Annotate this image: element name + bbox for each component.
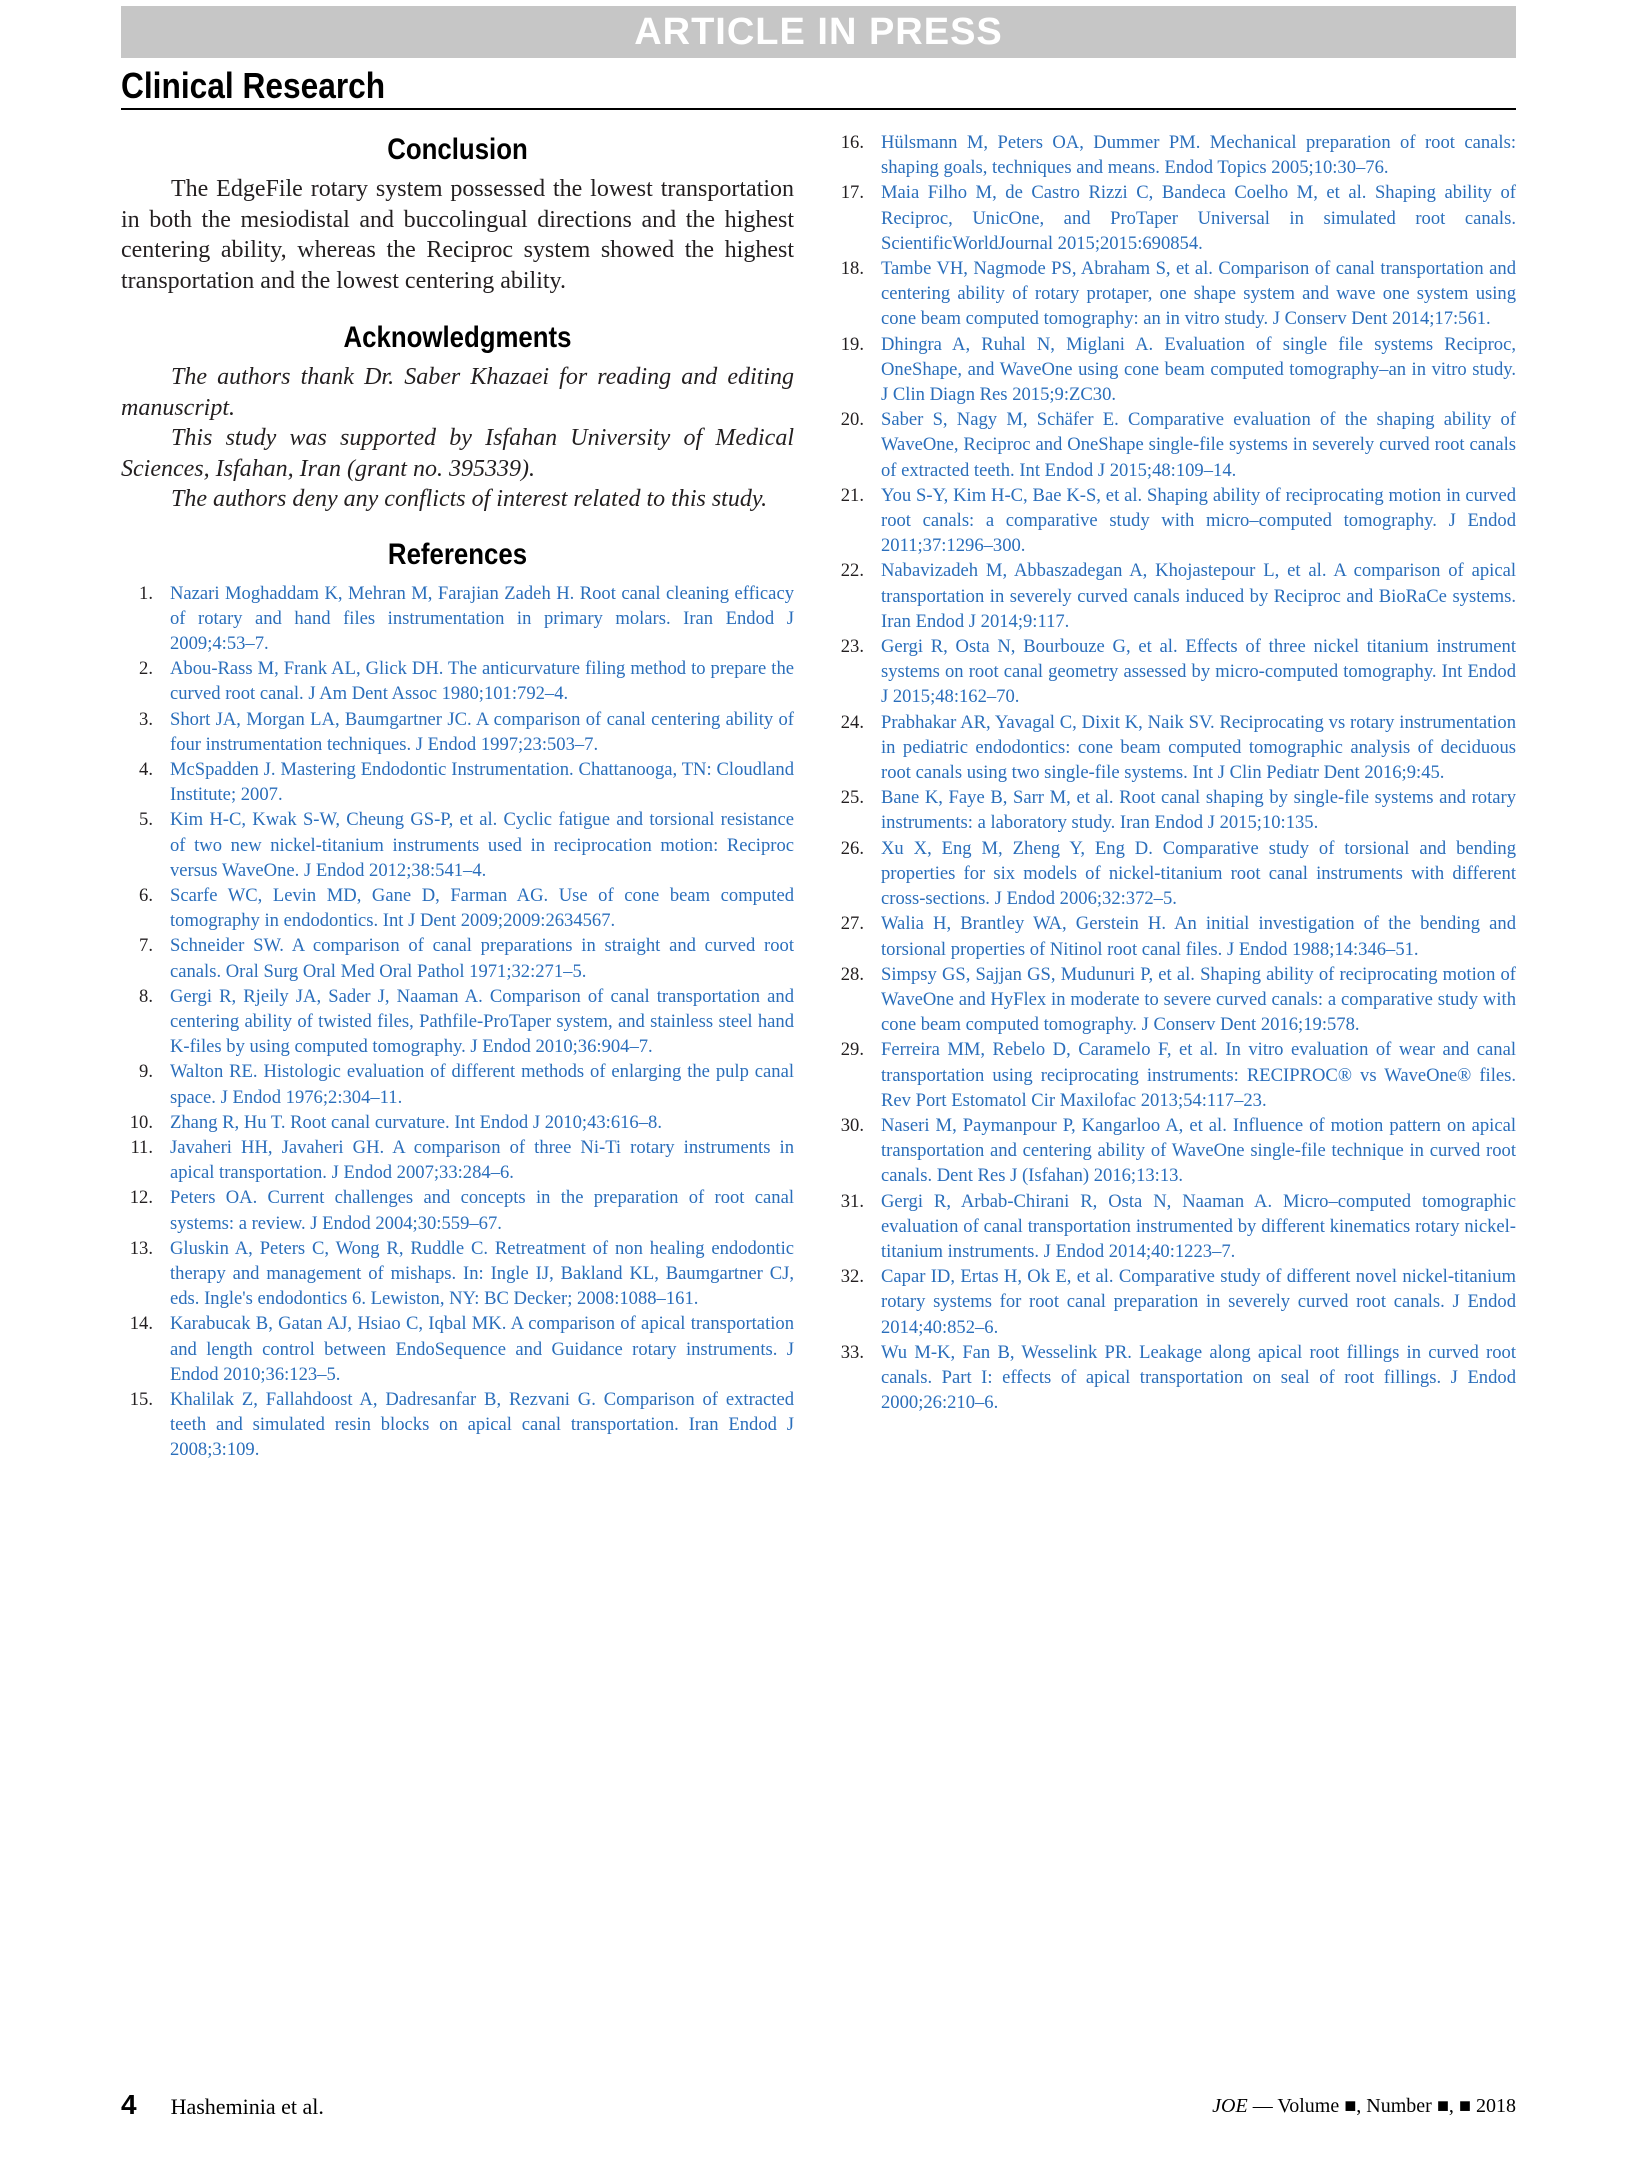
reference-link[interactable]: Dhingra A, Ruhal N, Miglani A. Evaluation of single file systems Reciproc, OneShape, and WaveOne using cone beam computed tomography–an in vitro study. J Clin Diagn Res 2015;9:ZC30. (881, 333, 1516, 406)
reference-item (121, 757, 794, 807)
reference-number: 10. (129, 1111, 153, 1133)
reference-link[interactable]: Zhang R, Hu T. Root canal curvature. Int Endod J 2010;43:616–8. (170, 1111, 662, 1133)
reference-item (832, 836, 1516, 912)
reference-number: 3. (139, 708, 153, 730)
reference-item (832, 1037, 1516, 1113)
running-head: Clinical Research (121, 65, 386, 106)
reference-item (121, 883, 794, 933)
reference-link[interactable]: Prabhakar AR, Yavagal C, Dixit K, Naik SV. Reciprocating vs rotary instrumentation in pediatric endodontics: cone beam computed tomographic analysis of deciduous root canals using two single-file systems. Int J Clin Pediatr Dent 2016;9:45. (881, 711, 1516, 784)
reference-item (121, 1387, 794, 1463)
reference-item (832, 785, 1516, 835)
reference-link[interactable]: Xu X, Eng M, Zheng Y, Eng D. Comparative study of torsional and bending properties for six models of nickel-titanium root canal instruments with different cross-sections. J Endod 2006;32:372–5. (881, 837, 1516, 910)
reference-item (832, 407, 1516, 483)
reference-link[interactable]: Khalilak Z, Fallahdoost A, Dadresanfar B, Rezvani G. Comparison of extracted teeth and simulated resin blocks on apical canal transportation. Iran Endod J 2008;3:109. (170, 1389, 794, 1461)
footer-right (1212, 2093, 1516, 2119)
reference-item (832, 911, 1516, 961)
reference-item (832, 256, 1516, 332)
reference-item (832, 558, 1516, 634)
reference-item (832, 332, 1516, 408)
reference-link[interactable]: Naseri M, Paymanpour P, Kangarloo A, et al. Influence of motion pattern on apical transportation and centering ability of WaveOne single-file technique in curved root canals. Dent Res J (Isfahan) 2016;13:13. (881, 1114, 1516, 1187)
reference-number: 26. (840, 837, 864, 859)
reference-item (121, 807, 794, 883)
reference-number: 21. (840, 484, 864, 506)
reference-link[interactable]: Abou-Rass M, Frank AL, Glick DH. The anticurvature filing method to prepare the curved root canal. J Am Dent Assoc 1980;101:792–4. (170, 658, 794, 705)
reference-link[interactable]: Javaheri HH, Javaheri GH. A comparison of three Ni-Ti rotary instruments in apical transportation. J Endod 2007;33:284–6. (170, 1136, 794, 1184)
reference-number: 13. (129, 1237, 153, 1259)
reference-number: 16. (840, 132, 864, 153)
reference-link[interactable]: Nabavizadeh M, Abbaszadegan A, Khojastepour L, et al. A comparison of apical transportation in severely curved canals induced by Reciproc and BioRaCe systems. Iran Endod J 2014;9:117. (881, 560, 1516, 632)
reference-item (121, 707, 794, 757)
reference-number: 11. (130, 1136, 153, 1158)
reference-link[interactable]: Wu M-K, Fan B, Wesselink PR. Leakage along apical root fillings in curved root canals. Part I: effects of apical transportation on seal of root fillings. J Endod 2000;26:210–6. (881, 1341, 1516, 1414)
acknowledgment-paragraph: The authors deny any conflicts of interest related to this study. (171, 486, 768, 512)
reference-link[interactable]: Karabucak B, Gatan AJ, Hsiao C, Iqbal MK. A comparison of apical transportation and length control between EndoSequence and Guidance rotary instruments. J Endod 2010;36:123–5. (170, 1313, 794, 1385)
reference-item (832, 130, 1516, 180)
reference-link[interactable]: Scarfe WC, Levin MD, Gane D, Farman AG. Use of cone beam computed tomography in endodontics. Int J Dent 2009;2009:2634567. (170, 884, 794, 932)
reference-link[interactable]: Saber S, Nagy M, Schäfer E. Comparative evaluation of the shaping ability of WaveOne, Reciproc and OneShape single-file systems in severely curved root canals of extracted teeth. Int Endod J 2015;48:109–14. (881, 409, 1516, 481)
conclusion-text: The EdgeFile rotary system possessed the lowest transportation in both the mesiodistal and buccolingual directions and the highest centering ability, whereas the Reciproc system showed the highest transportation and the lowest centering ability. (121, 176, 794, 294)
reference-number: 23. (840, 636, 864, 658)
reference-link[interactable]: You S-Y, Kim H-C, Bae K-S, et al. Shaping ability of reciprocating motion in curved root canals: a comparative study with micro–computed tomography. J Endod 2011;37:1296–300. (881, 484, 1516, 557)
reference-item (832, 483, 1516, 559)
reference-link[interactable]: Kim H-C, Kwak S-W, Cheung GS-P, et al. Cyclic fatigue and torsional resistance of two new nickel-titanium instruments used in reciprocation motion: Reciproc versus WaveOne. J Endod 2012;38:541–4. (170, 809, 794, 881)
reference-number: 17. (840, 182, 864, 204)
reference-item (832, 1113, 1516, 1189)
reference-item (832, 1264, 1516, 1340)
reference-link[interactable]: Gergi R, Osta N, Bourbouze G, et al. Effects of three nickel titanium instrument systems on root canal geometry assessed by micro-computed tomography. Int Endod J 2015;48:162–70. (881, 636, 1516, 708)
reference-item (121, 984, 794, 1060)
reference-link[interactable]: Nazari Moghaddam K, Mehran M, Farajian Zadeh H. Root canal cleaning efficacy of rotary and hand files instrumentation in primary molars. Iran Endod J 2009;4:53–7. (170, 582, 794, 654)
reference-number: 4. (139, 758, 153, 780)
reference-link[interactable]: Simpsy GS, Sajjan GS, Mudunuri P, et al. Shaping ability of reciprocating motion of WaveOne and HyFlex in moderate to severe curved canals: a comparative study with cone beam computed tomography. J Conserv Dent 2016;19:578. (881, 963, 1516, 1036)
acknowledgments-section (121, 318, 794, 515)
reference-number: 27. (840, 913, 864, 935)
reference-link[interactable]: Peters OA. Current challenges and concepts in the preparation of root canal systems: a review. J Endod 2004;30:559–67. (170, 1187, 794, 1234)
reference-list-right (832, 130, 1516, 1415)
right-column (832, 130, 1516, 1415)
reference-item (121, 1185, 794, 1235)
reference-link[interactable]: Capar ID, Ertas H, Ok E, et al. Comparative study of different novel nickel-titanium rotary systems for root canal preparation in severely curved root canals. J Endod 2014;40:852–6. (881, 1266, 1516, 1338)
acknowledgments-heading: Acknowledgments (343, 321, 572, 354)
reference-link[interactable]: Schneider SW. A comparison of canal preparations in straight and curved root canals. Oral Surg Oral Med Oral Pathol 1971;32:271–5. (170, 935, 794, 982)
footer-left (121, 2090, 324, 2122)
references-section (121, 535, 794, 1463)
acknowledgment-paragraph: This study was supported by Isfahan University of Medical Sciences, Isfahan, Iran (grant no. 395339). (121, 425, 794, 482)
reference-number: 18. (840, 258, 864, 280)
footer-authors: Hasheminia et al. (170, 2094, 324, 2119)
reference-link[interactable]: McSpadden J. Mastering Endodontic Instrumentation. Chattanooga, TN: Cloudland Institute; 2007. (170, 758, 794, 806)
footer-volume-info: — Volume ■, Number ■, ■ 2018 (1247, 2095, 1516, 2117)
reference-number: 30. (840, 1114, 864, 1136)
reference-link[interactable]: Walton RE. Histologic evaluation of different methods of enlarging the pulp canal space. J Endod 1976;2:304–11. (170, 1061, 794, 1108)
reference-number: 19. (840, 333, 864, 355)
reference-number: 31. (840, 1190, 864, 1212)
reference-item (121, 581, 794, 657)
reference-item (832, 180, 1516, 256)
reference-number: 32. (840, 1266, 864, 1288)
reference-number: 33. (840, 1341, 864, 1363)
reference-item (121, 1236, 794, 1312)
references-heading: References (387, 537, 528, 571)
article-in-press-banner: ARTICLE IN PRESS (121, 6, 1516, 58)
reference-number: 8. (139, 985, 153, 1007)
reference-item (832, 1189, 1516, 1265)
reference-link[interactable]: Ferreira MM, Rebelo D, Caramelo F, et al. In vitro evaluation of wear and canal transportation using reciprocating instruments: RECIPROC® vs WaveOne® files. Rev Port Estomatol Cir Maxilofac 2013;54:117–23. (881, 1039, 1516, 1111)
reference-item (832, 710, 1516, 786)
reference-link[interactable]: Maia Filho M, de Castro Rizzi C, Bandeca Coelho M, et al. Shaping ability of Reciproc, UnicOne, and ProTaper Universal in simulated root canals. ScientificWorldJournal 2015;2015:690854. (881, 182, 1516, 254)
reference-number: 20. (840, 409, 864, 431)
reference-number: 29. (840, 1039, 864, 1061)
reference-number: 24. (840, 711, 864, 733)
reference-link[interactable]: Short JA, Morgan LA, Baumgartner JC. A comparison of canal centering ability of four instrumentation techniques. J Endod 1997;23:503–7. (170, 708, 794, 755)
reference-link[interactable]: Tambe VH, Nagmode PS, Abraham S, et al. Comparison of canal transportation and centering ability of rotary protaper, one shape system and wave one system using cone beam computed tomography: an in vitro study. J Conserv Dent 2014;17:561. (881, 258, 1516, 330)
reference-link[interactable]: Hülsmann M, Peters OA, Dummer PM. Mechanical preparation of root canals: shaping goals, techniques and means. Endod Topics 2005;10:30–76. (881, 132, 1516, 179)
reference-item (121, 656, 794, 706)
reference-number: 28. (840, 963, 864, 985)
acknowledgment-paragraph: The authors thank Dr. Saber Khazaei for reading and editing manuscript. (121, 364, 794, 421)
reference-number: 7. (139, 935, 153, 957)
reference-link[interactable]: Gergi R, Arbab-Chirani R, Osta N, Naaman A. Micro–computed tomographic evaluation of canal transportation instrumented by different kinematics rotary nickel-titanium instruments. J Endod 2014;40:1223–7. (881, 1190, 1516, 1262)
reference-number: 9. (139, 1061, 153, 1083)
reference-number: 14. (129, 1313, 153, 1335)
reference-item (832, 1340, 1516, 1416)
reference-item (832, 962, 1516, 1038)
reference-number: 25. (840, 787, 864, 809)
conclusion-heading: Conclusion (387, 133, 528, 166)
reference-number: 1. (139, 582, 153, 604)
conclusion-section (121, 130, 794, 296)
reference-number: 6. (139, 884, 153, 906)
header-rule (121, 108, 1516, 110)
reference-item (121, 1135, 794, 1185)
reference-list-left (121, 581, 794, 1463)
reference-number: 2. (139, 658, 153, 680)
footer-journal: JOE (1212, 2095, 1248, 2117)
reference-link[interactable]: Gluskin A, Peters C, Wong R, Ruddle C. Retreatment of non healing endodontic therapy and management of mishaps. In: Ingle IJ, Bakland KL, Baumgartner CJ, eds. Ingle's endodontics 6. Lewiston, NY: BC Decker; 2008:1088–161. (170, 1237, 794, 1310)
page-number: 4 (121, 2089, 137, 2120)
reference-item (832, 634, 1516, 710)
reference-link[interactable]: Walia H, Brantley WA, Gerstein H. An initial investigation of the bending and torsional properties of Nitinol root canal files. J Endod 1988;14:346–51. (881, 913, 1516, 960)
left-column (121, 130, 794, 1463)
reference-number: 5. (139, 809, 153, 831)
reference-item (121, 933, 794, 983)
reference-number: 22. (840, 560, 864, 582)
reference-link[interactable]: Bane K, Faye B, Sarr M, et al. Root canal shaping by single-file systems and rotary instruments: a laboratory study. Iran Endod J 2015;10:135. (881, 787, 1516, 834)
reference-item (121, 1311, 794, 1387)
reference-number: 12. (129, 1187, 153, 1209)
reference-item (121, 1110, 794, 1135)
reference-item (121, 1059, 794, 1109)
reference-number: 15. (129, 1389, 153, 1410)
reference-link[interactable]: Gergi R, Rjeily JA, Sader J, Naaman A. Comparison of canal transportation and centering ability of twisted files, Pathfile-ProTaper system, and stainless steel hand K-files by using computed tomography. J Endod 2010;36:904–7. (170, 985, 794, 1058)
